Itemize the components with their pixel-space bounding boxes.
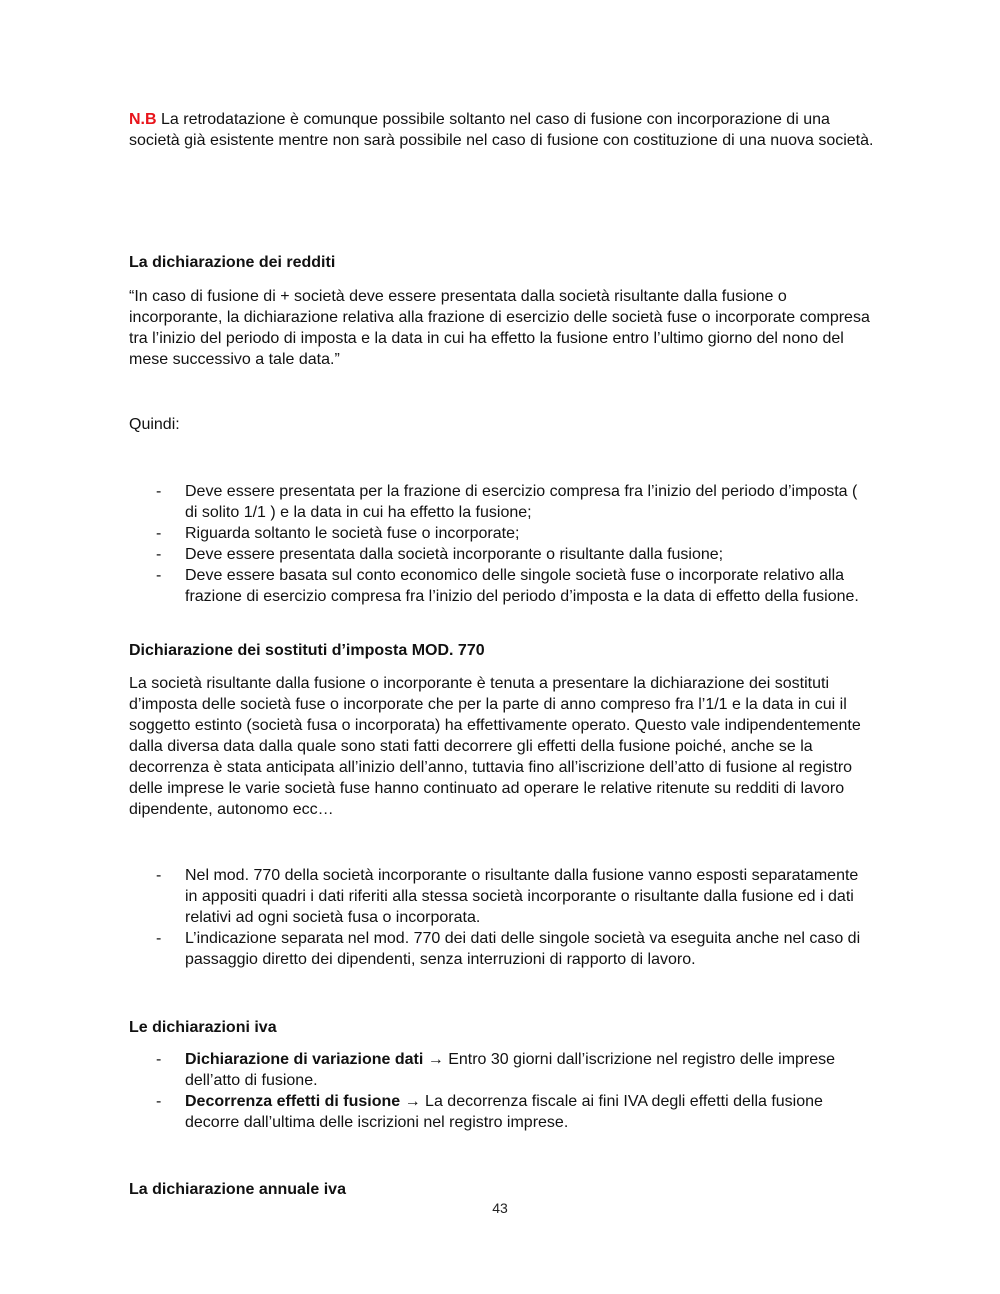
list-item: - Nel mod. 770 della società incorporante o risultante dalla fusione vanno esposti separatamente in appositi quadri i dati riferiti alla stessa società incorporante o risultante dalla fusione ed i dati relativi ad ogni società fusa o incorporata.	[156, 867, 859, 926]
list-item: - Deve essere presentata dalla società incorporante o risultante dalla fusione;	[156, 546, 724, 563]
list-item: - Deve essere presentata per la frazione di esercizio compresa fra l’inizio del periodo d’imposta ( di solito 1/1 ) e la data in cui ha effetto la fusione;	[156, 483, 858, 521]
dash-bullet-icon: -	[156, 867, 162, 884]
heading-dichiarazione-redditi: La dichiarazione dei redditi	[129, 254, 336, 271]
nb-text: La retrodatazione è comunque possibile soltanto nel caso di fusione con incorporazione di una società già esistente mentre non sarà possibile nel caso di fusione con costituzione di una nuova società.	[129, 111, 874, 149]
page-number: 43	[492, 1200, 508, 1216]
quote-paragraph: “In caso di fusione di + società deve essere presentata dalla società risultante dalla fusione o incorporante, la dichiarazione relativa alla frazione di esercizio delle società fuse o incorporate compresa tra l’inizio del periodo di imposta e la data in cui ha effetto la fusione entro l’ultimo giorno del nono del mese successivo a tale data.”	[129, 288, 870, 368]
dash-bullet-icon: -	[156, 525, 162, 542]
dash-bullet-icon: -	[156, 546, 162, 563]
nb-label: N.B	[129, 111, 157, 128]
dash-bullet-icon: -	[156, 567, 162, 584]
heading-dichiarazioni-iva: Le dichiarazioni iva	[129, 1019, 277, 1036]
list-item: - Riguarda soltanto le società fuse o incorporate;	[156, 525, 520, 542]
nb-paragraph	[129, 109, 874, 151]
list-item: - L’indicazione separata nel mod. 770 dei dati delle singole società va eseguita anche nel caso di passaggio diretto dei dipendenti, senza interruzioni di rapporto di lavoro.	[156, 930, 861, 968]
right-arrow-icon: →	[404, 1093, 421, 1110]
list-item: - Decorrenza effetti di fusione → La decorrenza fiscale ai fini IVA degli effetti della fusione decorre dall’ultima delle iscrizioni nel registro imprese.	[156, 1093, 823, 1131]
redditi-bullet-list	[129, 481, 874, 607]
quindi-label: Quindi:	[129, 416, 180, 433]
list-item: - Deve essere basata sul conto economico delle singole società fuse o incorporate relativo alla frazione di esercizio compresa fra l’inizio del periodo d’imposta e la data di effetto della fusione.	[156, 567, 859, 605]
list-item: - Dichiarazione di variazione dati → Entro 30 giorni dall’iscrizione nel registro delle imprese dell’atto di fusione.	[156, 1051, 836, 1089]
heading-sostituti-imposta: Dichiarazione dei sostituti d’imposta MOD. 770	[129, 642, 485, 659]
mod770-bullet-list	[129, 865, 874, 970]
dash-bullet-icon: -	[156, 1051, 162, 1068]
dash-bullet-icon: -	[156, 1093, 162, 1110]
sostituti-paragraph: La società risultante dalla fusione o incorporante è tenuta a presentare la dichiarazione dei sostituti d’imposta delle società fuse o incorporate che per la parte di anno compreso fra l’1/1 e la data in cui il soggetto estinto (società fusa o incorporata) ha effettivamente operato. Questo vale indipendentemente dalla diversa data dalla quale sono stati fatti decorrere gli effetti della fusione poiché, anche se la decorrenza è stata anticipata all’inizio dell’anno, tuttavia fino all’iscrizione dell’atto di fusione al registro delle imprese le varie società fuse hanno continuato ad operare le relative ritenute su redditi di lavoro dipendente, autonomo ecc…	[129, 675, 861, 818]
dash-bullet-icon: -	[156, 483, 162, 500]
right-arrow-icon: →	[427, 1051, 444, 1068]
heading-dichiarazione-annuale-iva: La dichiarazione annuale iva	[129, 1181, 346, 1198]
iva-bullet-list	[129, 1049, 874, 1133]
dash-bullet-icon: -	[156, 930, 162, 947]
